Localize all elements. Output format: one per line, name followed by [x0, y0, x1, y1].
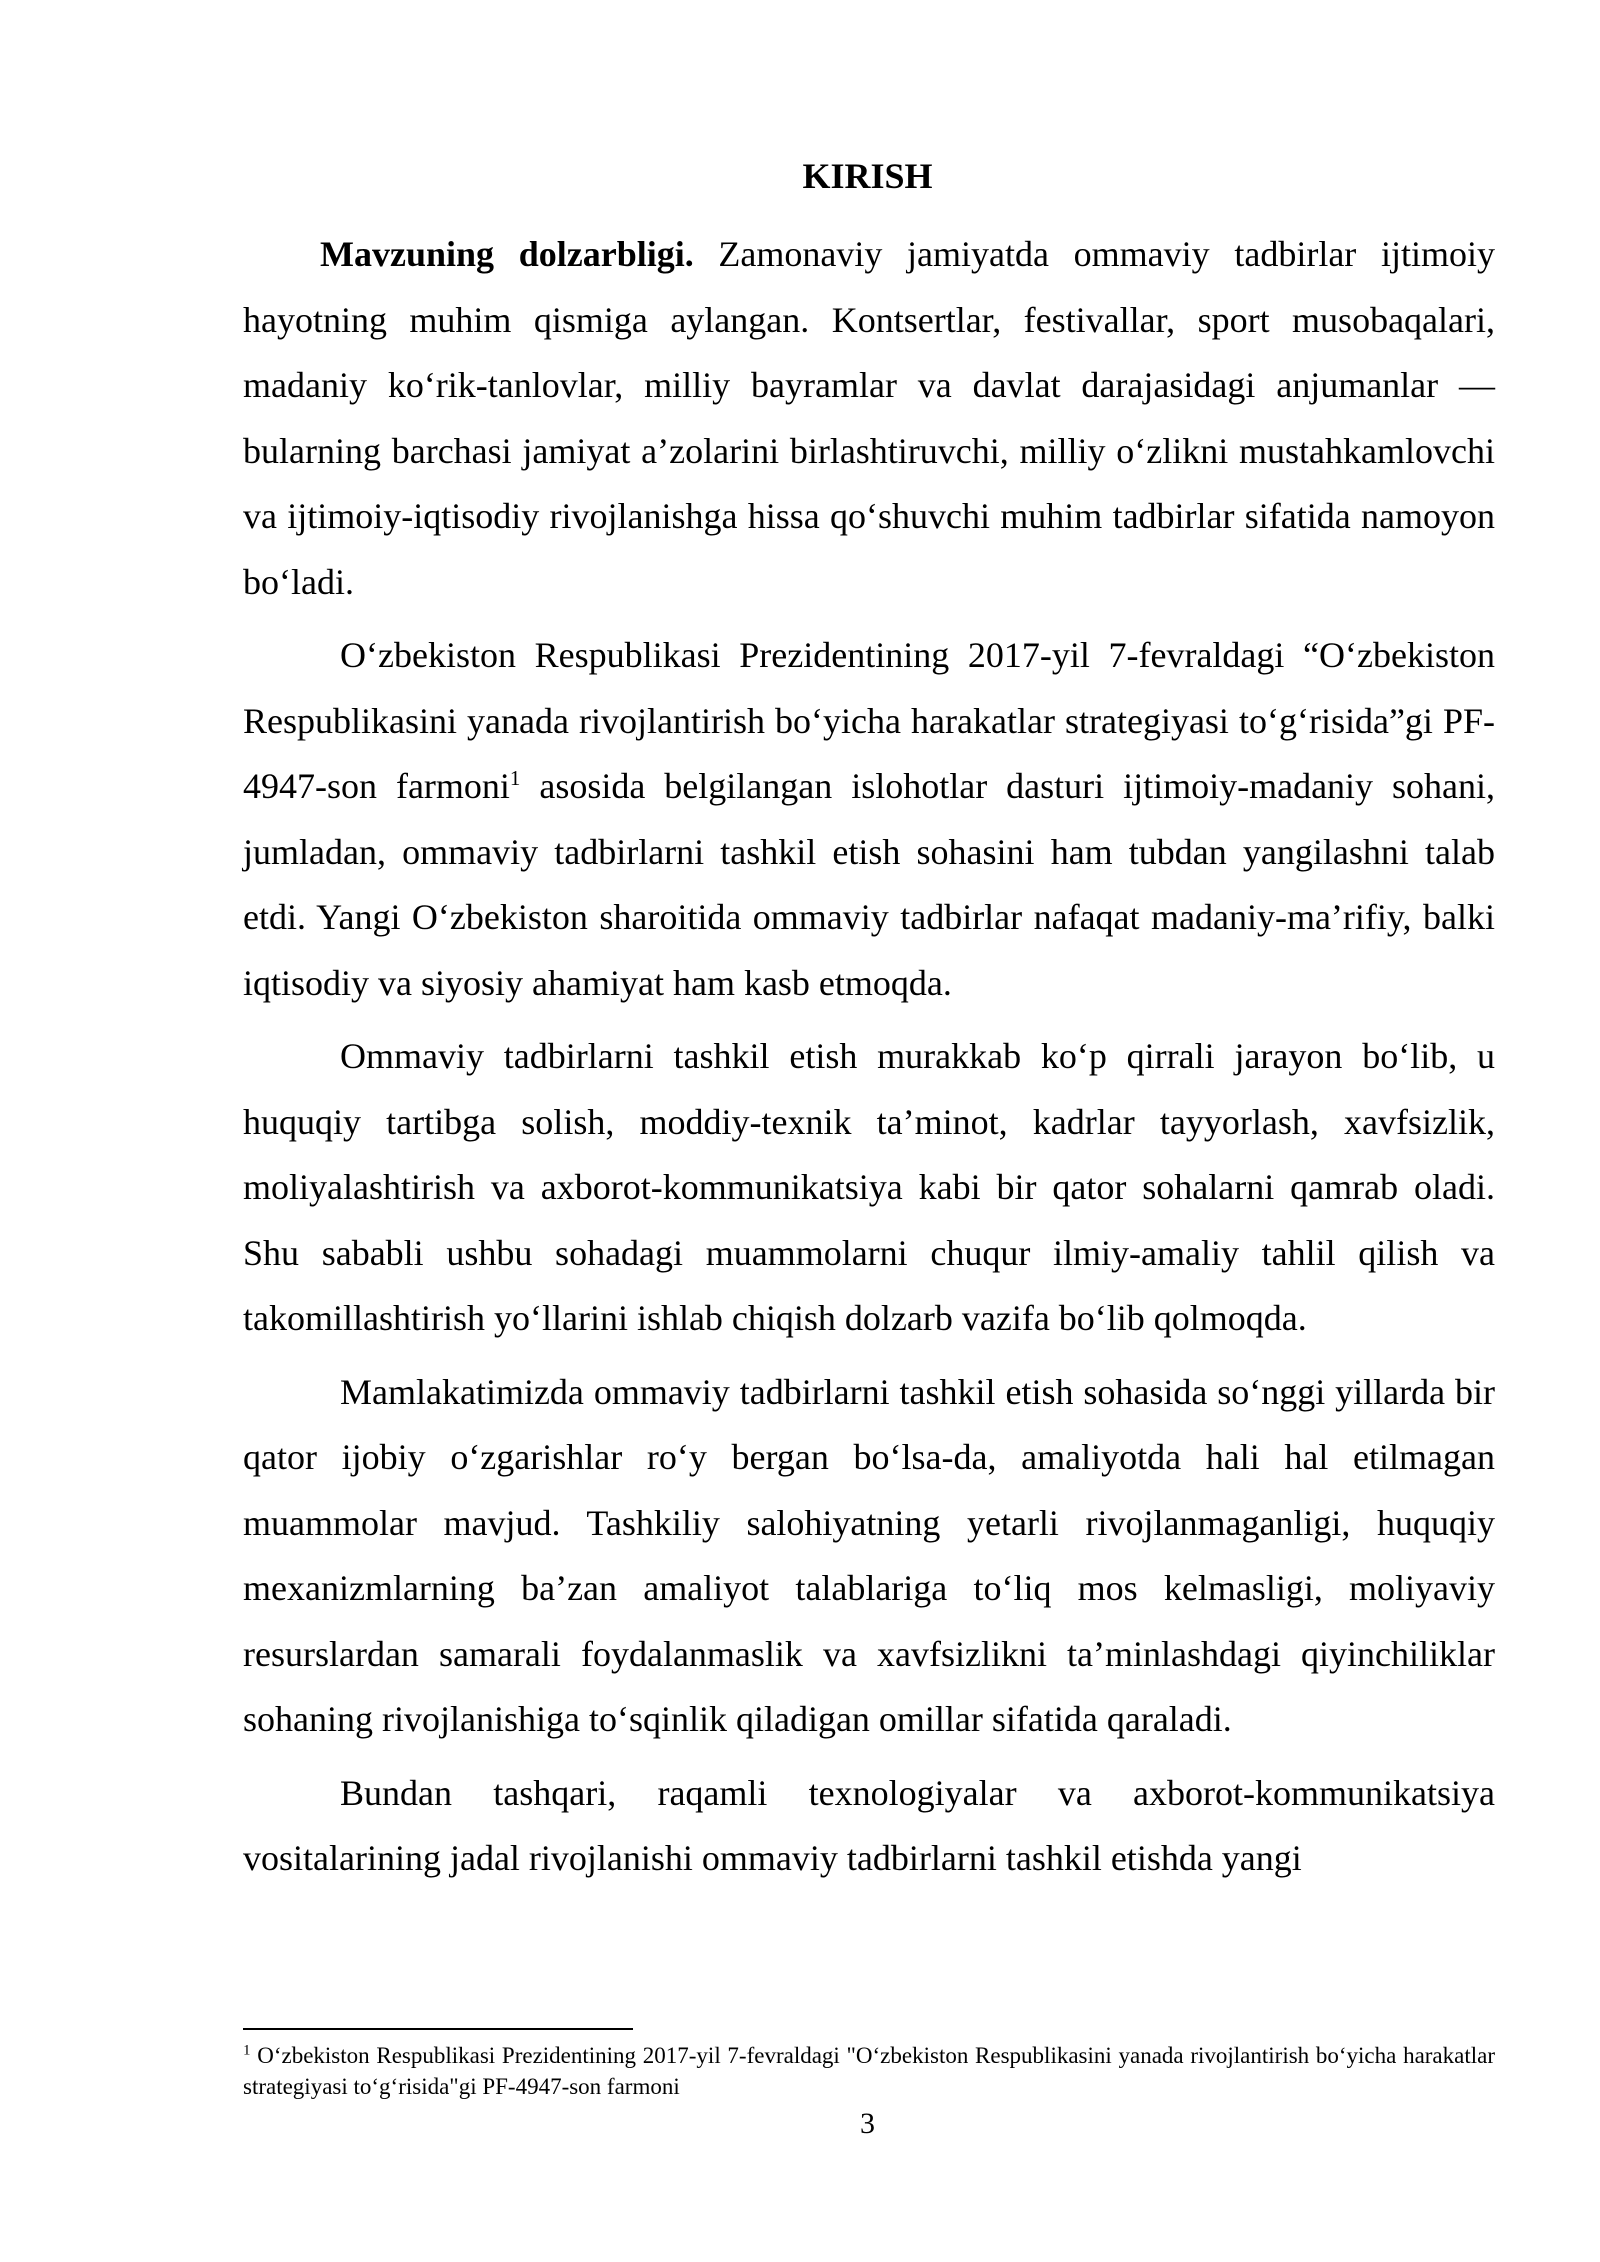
- page-number: 3: [860, 2107, 875, 2140]
- footnote-marker: 1: [243, 2042, 251, 2059]
- footnote-text: O‘zbekiston Respublikasi Prezidentining 2017-yil 7-fevraldagi "O‘zbekiston Respublikasini yanada rivojlantirish bo‘yicha harakatlar strategiyasi to‘g‘risida"gi PF-4947-son farmoni: [243, 2043, 1495, 2099]
- body-text: [243, 222, 1495, 1900]
- footnote-reference[interactable]: 1: [509, 766, 521, 790]
- paragraph-problems: Mamlakatimizda ommaviy tadbirlarni tashkil etish sohasida so‘nggi yillarda bir qator ijobiy o‘zgarishlar ro‘y bergan bo‘lsa-da, amaliyotda hali hal etilmagan muammolar mavjud. Tashkiliy salohiyatning yetarli rivojlanmaganligi, huquqiy mexanizmlarning ba’zan amaliyot talablariga to‘liq mos kelmasligi, moliyaviy resurslardan samarali foydalanmaslik va xavfsizlikni ta’minlashdagi qiyinchiliklar sohaning rivojlanishiga to‘sqinlik qiladigan omillar sifatida qaraladi.: [243, 1371, 1495, 1739]
- paragraph-text: asosida belgilangan islohotlar dasturi ijtimoiy-madaniy sohani, jumladan, ommaviy tadbirlarni tashkil etish sohasini ham tubdan yangilashni talab etdi. Yangi O‘zbekiston sharoitida ommaviy tadbirlar nafaqat madaniy-ma’rifiy, balki iqtisodiy va siyosiy ahamiyat ham kasb etmoqda.: [243, 766, 1495, 1003]
- paragraph-relevance: [243, 222, 1495, 615]
- footnote-divider: [243, 2028, 633, 2030]
- paragraph-technology: Bundan tashqari, raqamli texnologiyalar va axborot-kommunikatsiya vositalarining jadal rivojlanishi ommaviy tadbirlarni tashkil etishda yangi: [243, 1772, 1495, 1878]
- section-heading: KIRISH: [802, 156, 933, 196]
- paragraph-lead: Mavzuning dolzarbligi.: [320, 234, 694, 274]
- paragraph-organization: Ommaviy tadbirlarni tashkil etish murakkab ko‘p qirrali jarayon bo‘lib, u huquqiy tartibga solish, moddiy-texnik ta’minot, kadrlar tayyorlash, xavfsizlik, moliyalashtirish va axborot-kommunikatsiya kabi bir qator sohalarni qamrab oladi. Shu sababli ushbu sohadagi muammolarni chuqur ilmiy-amaliy tahlil qilish va takomillashtirish yo‘llarini ishlab chiqish dolzarb vazifa bo‘lib qolmoqda.: [243, 1036, 1495, 1338]
- paragraph-decree: [243, 623, 1495, 1016]
- paragraph-text: Zamonaviy jamiyatda ommaviy tadbirlar ijtimoiy hayotning muhim qismiga aylangan. Kontsertlar, festivallar, sport musobaqalari, madaniy ko‘rik-tanlovlar, milliy bayramlar va davlat darajasidagi anjumanlar — bularning barchasi jamiyat a’zolarini birlashtiruvchi, milliy o‘zlikni mustahkamlovchi va ijtimoiy-iqtisodiy rivojlanishga hissa qo‘shuvchi muhim tadbirlar sifatida namoyon bo‘ladi.: [243, 234, 1495, 602]
- paragraph-text: O‘zbekiston Respublikasi Prezidentining 2017-yil 7-fevraldagi “O‘zbekiston Respublikasini yanada rivojlantirish bo‘yicha harakatlar strategiyasi to‘g‘risida”gi PF-4947-son farmoni: [243, 635, 1495, 806]
- footnote: [243, 2040, 1495, 2102]
